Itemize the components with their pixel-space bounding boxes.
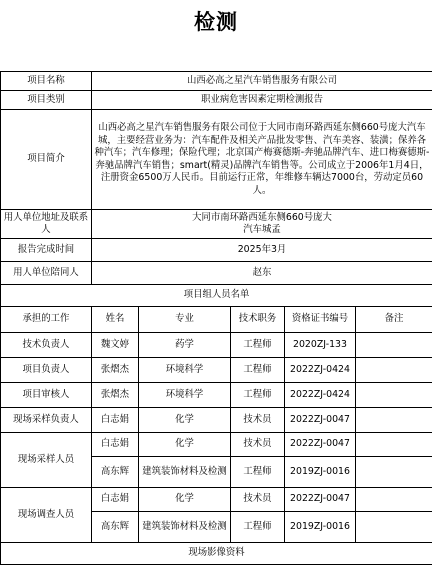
cell-role: 技术负责人 [1,333,92,358]
cell-cert: 2019ZJ-0016 [285,512,356,543]
header-name: 姓名 [92,307,139,333]
value-project-intro: 山西必高之星汽车销售服务有限公司位于大同市南环路西延东侧660号庞大汽车城，主要经营业务为：汽车配件及相关产品批发零售、汽车美容、装潢；保养各种汽车；汽车修理；保险代理；北京国产梅赛德斯-奔驰品牌汽车、进口梅赛德斯-奔驰品牌汽车销售；smart(精灵)品牌汽车销售等。公司成立于2006年1月4日，注册资金6500万人民币。目前运行正常，年维修车辆达7000台，劳动定员60人。 [92,110,432,210]
row-escort [1,262,432,285]
cell-note [356,433,432,457]
label-project-intro: 项目简介 [1,110,92,210]
label-employer-address: 用人单位地址及联系人 [1,210,92,239]
cell-role: 项目审核人 [1,383,92,408]
value-employer-address: 大同市南环路西延东侧660号庞大汽车城孟 [92,210,432,239]
header-role: 承担的工作 [1,307,92,333]
cell-name: 魏文婷 [92,333,139,358]
cell-major: 化学 [139,408,231,433]
project-info-table [0,71,432,565]
footer-section-title: 现场影像资料 [1,543,432,565]
cell-name: 白志娟 [92,408,139,433]
cell-role-sampling: 现场采样人员 [1,433,92,488]
table-row [1,488,432,512]
cell-title: 技术员 [231,433,285,457]
table-row [1,358,432,383]
cell-name: 白志娟 [92,488,139,512]
label-report-date: 报告完成时间 [1,239,92,262]
cell-note [356,358,432,383]
header-title: 技术职务 [231,307,285,333]
cell-title: 工程师 [231,383,285,408]
cell-note [356,383,432,408]
row-project-category [1,91,432,110]
cell-cert: 2019ZJ-0016 [285,457,356,488]
cell-major: 建筑装饰材料及检测 [139,512,231,543]
cell-name: 高东辉 [92,512,139,543]
cell-major: 环境科学 [139,383,231,408]
cell-note [356,408,432,433]
cell-major: 化学 [139,488,231,512]
cell-note [356,512,432,543]
team-section-title: 项目组人员名单 [1,285,432,307]
cell-major: 化学 [139,433,231,457]
team-header-row [1,307,432,333]
cell-role: 现场采样负责人 [1,408,92,433]
cell-name: 白志娟 [92,433,139,457]
cell-title: 技术员 [231,408,285,433]
row-project-name [1,72,432,91]
value-report-date: 2025年3月 [92,239,432,262]
cell-cert: 2022ZJ-0424 [285,383,356,408]
value-project-name: 山西必高之星汽车销售服务有限公司 [92,72,432,91]
value-project-category: 职业病危害因素定期检测报告 [92,91,432,110]
cell-title: 技术员 [231,488,285,512]
cell-cert: 2022ZJ-0047 [285,433,356,457]
cell-major: 药学 [139,333,231,358]
cell-title: 工程师 [231,333,285,358]
row-footer-section [1,543,432,565]
cell-role-survey: 现场调查人员 [1,488,92,543]
value-escort: 赵东 [92,262,432,285]
cell-note [356,488,432,512]
cell-cert: 2022ZJ-0424 [285,358,356,383]
cell-note [356,333,432,358]
cell-name: 张熠杰 [92,358,139,383]
cell-title: 工程师 [231,457,285,488]
label-project-category: 项目类别 [1,91,92,110]
cell-cert: 2022ZJ-0047 [285,408,356,433]
cell-name: 高东辉 [92,457,139,488]
row-employer-address [1,210,432,239]
cell-major: 环境科学 [139,358,231,383]
header-cert: 资格证书编号 [285,307,356,333]
header-major: 专业 [139,307,231,333]
table-row [1,383,432,408]
row-project-intro [1,110,432,210]
cell-title: 工程师 [231,358,285,383]
cell-name: 张熠杰 [92,383,139,408]
cell-note [356,457,432,488]
table-row [1,408,432,433]
row-team-title [1,285,432,307]
header-note: 备注 [356,307,432,333]
table-row [1,333,432,358]
cell-major: 建筑装饰材料及检测 [139,457,231,488]
cell-role: 项目负责人 [1,358,92,383]
cell-cert: 2020ZJ-133 [285,333,356,358]
label-project-name: 项目名称 [1,72,92,91]
row-report-date [1,239,432,262]
page-title: 检测 [194,10,238,34]
cell-cert: 2022ZJ-0047 [285,488,356,512]
table-row [1,433,432,457]
cell-title: 工程师 [231,512,285,543]
label-escort: 用人单位陪同人 [1,262,92,285]
